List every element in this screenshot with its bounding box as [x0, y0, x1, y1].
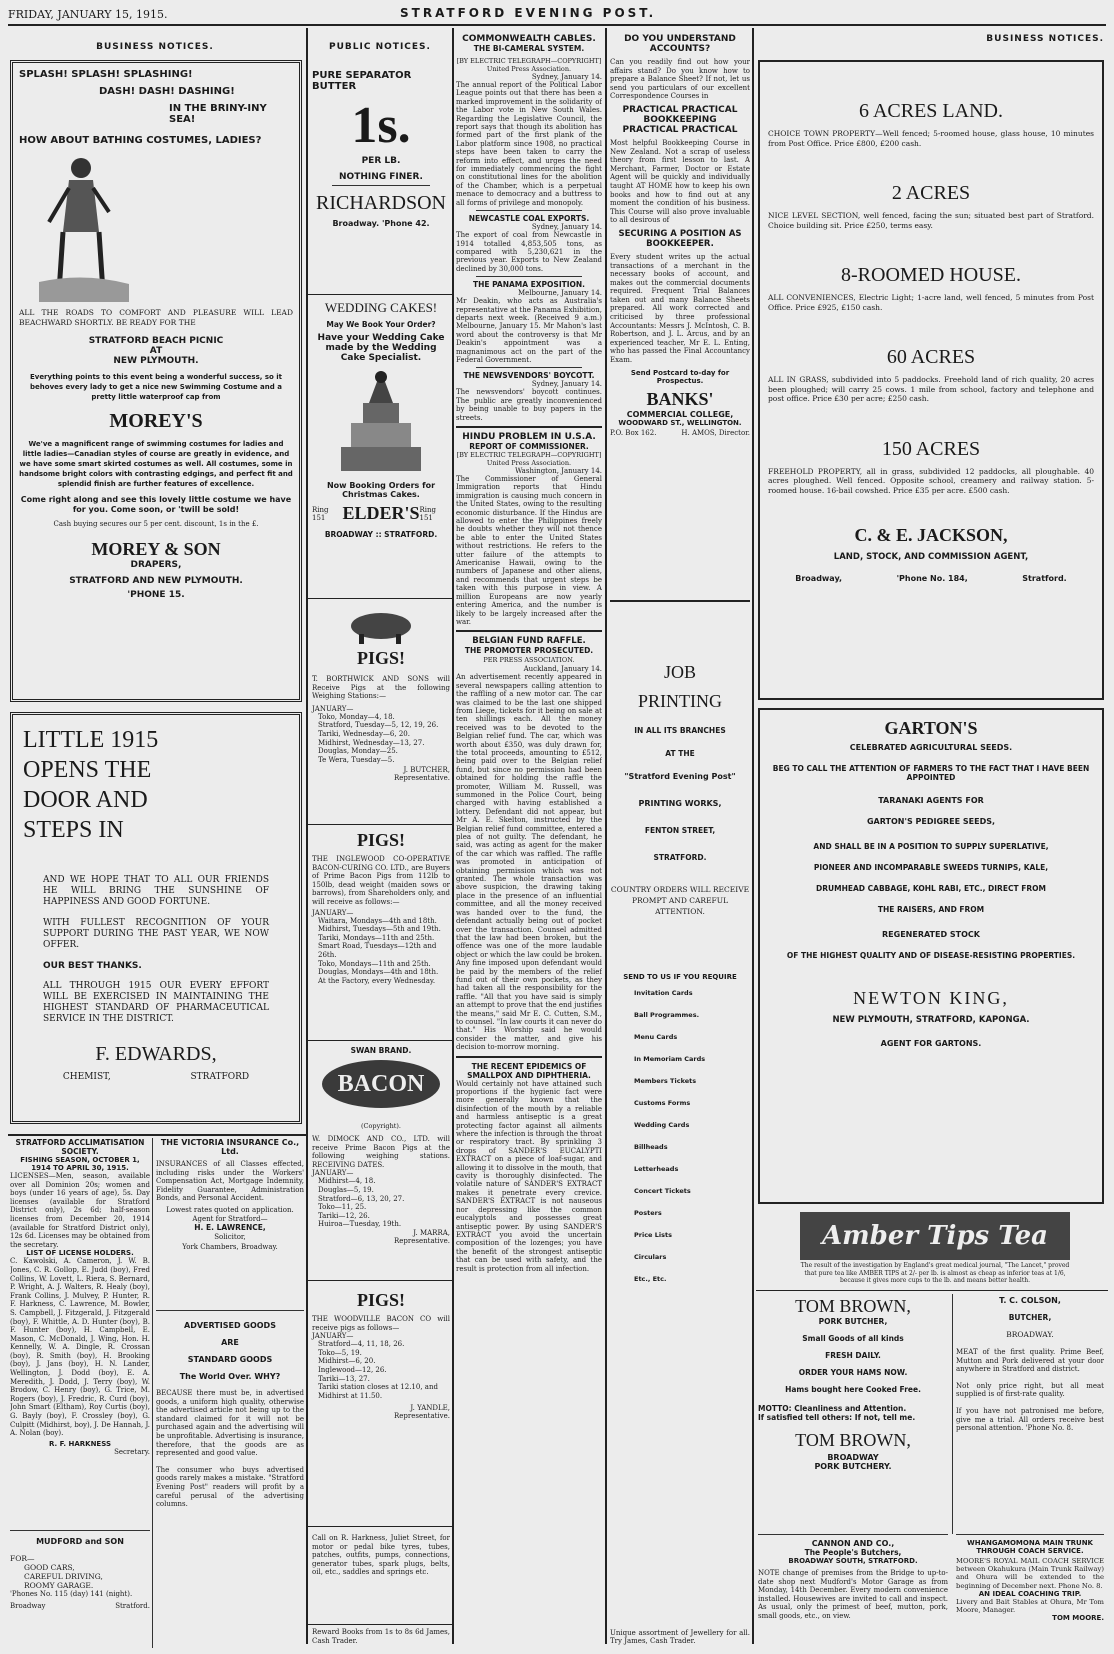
garton-l2: TARANAKI AGENTS FOR	[878, 796, 984, 805]
brown-name2: TOM BROWN,	[795, 1430, 911, 1450]
land-a2-body: NICE LEVEL SECTION, well fenced, facing the sun; situated best part of Stratford. Choice building sit. Price £250, terms easy.	[768, 211, 1094, 230]
job-item: Concert Tickets	[634, 1187, 691, 1195]
elders-name: ELDER'S	[342, 503, 420, 523]
morey-line1: SPLASH! SPLASH! SPLASHING!	[19, 69, 193, 80]
separator-butter-ad	[312, 70, 450, 270]
morey-everything: Everything points to this event being a wonderful success, so it behoves every lady to get a nice new Swimming Costume and a pretty little waterproof cap from	[29, 373, 283, 401]
accounts-practical1: PRACTICAL PRACTICAL	[622, 104, 738, 115]
acclimatisation-notice	[10, 1138, 150, 1528]
cables-body: The annual report of the Political Labor League points out that there has been a marked improvement in the solidarity of the Labor vote in New South Wales. Regarding the Legislative Council, the report says that though its abolition has formed part of the first plank of the Labor platform since 1908, no practical steps have been taken to carry the reform into effect, and urges the need for immediately commencing the fight on constitutional lines for the abolition of the Chamber, which is a perpetual menace to democracy and a buttress to all forms of privilege and monopoly.	[456, 81, 602, 207]
job-item: Customs Forms	[634, 1099, 691, 1107]
garton-l1: BEG TO CALL THE ATTENTION OF FARMERS TO THE FACT THAT I HAVE BEEN APPOINTED	[772, 764, 1090, 782]
wedding-cake-ad	[312, 300, 450, 590]
schedule-row: Stratford—6, 13, 20, 27.	[318, 1194, 405, 1203]
reward-books-ad: Reward Books from 1s to 8s 6d James, Cash Trader.	[312, 1628, 450, 1645]
smallpox-title: THE RECENT EPIDEMICS OF SMALLPOX AND DIPHTHERIA.	[467, 1061, 591, 1080]
jackson-addr: Broadway,	[795, 574, 843, 583]
garton-title: GARTON'S	[884, 718, 978, 738]
edwards-effort: ALL THROUGH 1915 OUR EVERY EFFORT WILL BE EXERCISED IN MAINTAINING THE HIGHEST STANDARD OF PHARMACEUTICAL SERVICE IN THE DISTRICT.	[43, 981, 269, 1024]
adv-l4: The World Over. WHY?	[179, 1372, 281, 1381]
cakes-specialist: Have your Wedding Cake made by the Wedding Cake Specialist.	[317, 333, 445, 363]
job-l6: PRINTING WORKS,	[638, 799, 722, 808]
bacon-brand: SWAN BRAND.	[350, 1046, 412, 1055]
brown-pork: PORK BUTCHERY.	[814, 1462, 892, 1471]
schedule-row: At the Factory, every Wednesday.	[318, 976, 436, 985]
morey-name: MOREY'S	[109, 410, 203, 432]
job-item: Members Tickets	[634, 1077, 697, 1085]
pigs1-rep: Representative.	[394, 774, 450, 783]
cannon-body: NOTE change of premises from the Bridge to up-to-date shop next Mudford's Motor Garage as from Monday, 14th December. Every modern convenience installed. Housewives are invited to call and inspect. As usual, only the primest of beef, mutton, pork, small goods, etc., on view.	[758, 1569, 948, 1620]
cables-title: COMMONWEALTH CABLES.	[462, 34, 596, 44]
amber-tips-logo: Amber Tips Tea	[800, 1212, 1070, 1260]
jackson-land-ad	[758, 60, 1104, 700]
coach-service-ad	[956, 1534, 1104, 1650]
garton-l5: PIONEER AND INCOMPARABLE SWEEDS TURNIPS, KALE,	[813, 863, 1049, 872]
schedule-row: Toko, Mondays—11th and 25th.	[318, 959, 431, 968]
brown-trade: PORK BUTCHER,	[818, 1317, 888, 1326]
pigs1-body: T. BORTHWICK AND SONS will Receive Pigs at the following Weighing Stations:—	[312, 675, 450, 701]
job-items-list	[610, 989, 750, 1283]
bacon-sign: J. MARRA,	[413, 1228, 450, 1237]
butter-per: PER LB.	[361, 156, 401, 166]
butter-price: 1s.	[351, 97, 411, 154]
schedule-row: Tariki—12, 26.	[318, 1211, 370, 1220]
pigs3-schedule	[312, 1340, 450, 1400]
cables-credit: [BY ELECTRIC TELEGRAPH—COPYRIGHT] United Press Association.	[456, 57, 602, 73]
colson-name: T. C. COLSON,	[999, 1296, 1061, 1305]
belgian-credit: PER PRESS ASSOCIATION.	[483, 656, 575, 665]
schedule-row: Midhirst—4, 18.	[318, 1177, 376, 1186]
job-l3: IN ALL ITS BRANCHES	[634, 726, 726, 735]
wedding-cake-illustration	[331, 367, 431, 477]
coal-title: NEWCASTLE COAL EXPORTS.	[468, 214, 590, 224]
coal-date: Sydney, January 14.	[531, 223, 602, 232]
brown-l3: ORDER YOUR HAMS NOW.	[798, 1368, 908, 1377]
hindu-date: Washington, January 14.	[515, 467, 602, 475]
inglewood-pigs-ad	[312, 830, 450, 1040]
jackson-agent: LAND, STOCK, AND COMMISSION AGENT,	[833, 552, 1029, 562]
edwards-ad	[10, 712, 302, 1124]
newsvendors-body: The newsvendors' boycott continues. The public are greatly inconvenienced by being unable to buy papers in the streets.	[456, 388, 602, 422]
belgian-title: BELGIAN FUND RAFFLE.	[472, 636, 586, 647]
job-item: Ball Programmes.	[634, 1011, 700, 1019]
job-l4: AT THE	[665, 749, 695, 758]
schedule-row: Huiroa—Tuesday, 19th.	[318, 1220, 402, 1229]
coach-trip: AN IDEAL COACHING TRIP.	[978, 1589, 1082, 1598]
edwards-line2: OPENS THE	[23, 757, 152, 783]
brown-l4: Hams bought here Cooked Free.	[785, 1385, 921, 1394]
schedule-row: Douglas, Mondays—4th and 18th.	[318, 968, 439, 977]
edwards-chemist: CHEMIST,	[62, 1072, 111, 1082]
pigs1-title: PIGS!	[356, 648, 405, 668]
land-a4: 60 ACRES	[886, 346, 976, 368]
morey-at: AT	[149, 346, 163, 356]
edwards-line1: LITTLE 1915	[23, 727, 159, 753]
pigs2-schedule	[312, 917, 450, 986]
coach-livery: Livery and Bait Stables at Ohura, Mr Tom Moore, Manager.	[956, 1597, 1104, 1615]
job-item: Billheads	[634, 1143, 668, 1151]
coach-sign: TOM MOORE.	[1052, 1614, 1104, 1623]
schedule-row: Tariki—13, 27.	[318, 1374, 370, 1383]
acclim-list-head: LIST OF LICENSE HOLDERS.	[26, 1249, 134, 1258]
schedule-row: Toko—5, 19.	[318, 1348, 362, 1357]
mudford-l1: GOOD CARS,	[24, 1563, 75, 1572]
schedule-row: Douglas, Monday—25.	[318, 747, 398, 756]
schedule-row: Tariki, Mondays—11th and 25th.	[318, 933, 435, 942]
morey-line3: IN THE BRINY-INY SEA!	[169, 103, 267, 125]
garton-l4: AND SHALL BE IN A POSITION TO SUPPLY SUPERLATIVE,	[813, 842, 1049, 851]
pig-illustration	[341, 608, 421, 644]
hindu-body: The Commissioner of General Immigration reports that Hindu immigration is causing much concern in the United States, owing to the resulting economic disturbance. If the Hindus are allowed to enter the Philippines freely he doubts whether they will not thence be able to enter the United States without restrictions. He refers to the utter failure of the attempts to Americanise Hawaii, owing to the numbers of Japanese and other aliens, and recommends that urgent steps be taken with this purpose in view. A million Europeans are now yearly entering America, and the number is likely to be largely increased after the war.	[456, 475, 602, 626]
brown-name: TOM BROWN,	[795, 1296, 911, 1316]
accounts-securing: SECURING A POSITION AS BOOKKEEPER.	[618, 228, 742, 249]
garton-sub: CELEBRATED AGRICULTURAL SEEDS.	[849, 743, 1013, 752]
job-item: Letterheads	[634, 1165, 679, 1173]
richardson-name: RICHARDSON	[315, 192, 447, 214]
colson-body2: Not only price right, but all meat supplied is of first-rate quality.	[956, 1381, 1104, 1399]
accounts-body3: Every student writes up the actual transactions of a merchant in the necessary books of account, and makes out the commercial documents required. Frequent Trial Balances taken out and many Balance Sheets prepared. All work corrected and criticised by three professional Accountants: Messrs J. McIntosh, C. B. Robertson, and J. L. Arcus, and by an experienced teacher, Mr E. L. Enting, who has passed the Final Accountancy Exam.	[610, 252, 750, 365]
pigs2-body: THE INGLEWOOD CO-OPERATIVE BACON-CURING CO. LTD., are Buyers of Prime Bacon Pigs from 112lb to 150lb, dead weight (maiden sows or barrows), from Shareholders only, and will receive as follows:—	[312, 855, 450, 906]
morey-drapers: DRAPERS,	[130, 560, 182, 570]
schedule-row: Tariki station closes at 12.10, and Midhirst at 11.50.	[318, 1383, 438, 1400]
pigs3-body: THE WOODVILLE BACON CO will receive pigs as follows—	[312, 1315, 450, 1332]
masthead-title: STRATFORD EVENING POST.	[400, 6, 657, 20]
mudford-ad	[10, 1530, 150, 1648]
job-item: Circulars	[634, 1253, 667, 1261]
mudford-phone: 'Phones No. 115 (day) 141 (night).	[10, 1590, 133, 1598]
schedule-row: Stratford, Tuesday—5, 12, 19, 26.	[318, 721, 439, 730]
land-a2: 2 ACRES	[891, 182, 971, 204]
accounts-title: DO YOU UNDERSTAND ACCOUNTS?	[624, 34, 736, 54]
cakes-ring-left: Ring 151	[312, 505, 329, 522]
garton-l7: THE RAISERS, AND FROM	[877, 905, 985, 914]
morey-roads: ALL THE ROADS TO COMFORT AND PLEASURE WILL LEAD BEACHWARD SHORTLY. BE READY FOR THE	[19, 308, 293, 327]
acclim-list: C. Kawolski, A. Cameron, J. W. B. Jones, C. R. Gollop, E. Judd (boy), Fred Collins, W. Lovett, L. Riera, S. Bernard, P. Wright, A. J. Walters, R. Healy (boy), Frank Collins, J. Mulvey, P. Hunter, R. F. Harkness, C. Lawrence, M. Bowler, S. Campbell, J. Fitzgerald, J. Fitzgerald (boy), F. Whittle, A. D. Hunter (boy), B. F. Hunter (boy), H. Campbell, E. Mason, C. McDonald, J. Wing, Hon. H. Kennelly, W. A. Dingle, R. Crossan (boy), R. Smith (boy), H. Brooking (boy), J. Jans (boy), H. N. Lander, Wellington, J. Dodd (boy), E. A. Meredith, J. Dodd, J. Terry (boy), W. Brodow, C. Henry (boy), G. Trice, M. Rogers (boy), J. Fredric, R. Curd (boy), John Smart (Eltham), Roy Curtis (boy), G. Bayly (boy), F. Crossley (boy), G. Culpitt (Midhirst, boy), J. De Hannah, J. A. Nolan (boy).	[10, 1257, 150, 1438]
edwards-town: STRATFORD	[190, 1072, 250, 1082]
colson-trade: BUTCHER,	[1008, 1313, 1052, 1322]
mudford-town: Stratford.	[115, 1602, 150, 1610]
newsvendors-date: Sydney, January 14.	[531, 380, 602, 389]
banks-box: P.O. Box 162.	[610, 428, 657, 437]
cannon-name: CANNON AND CO.,	[811, 1539, 895, 1548]
acclim-sign: R. F. HARKNESS	[49, 1439, 111, 1448]
cannon-sub: The People's Butchers,	[804, 1548, 902, 1557]
accounts-body2: Most helpful Bookkeeping Course in New Zealand. Not a scrap of useless theory from first lesson to last. A Merchant, Farmer, Doctor or Estate Agent will be quickly and individually taught AT HOME how to keep his own books and how to find out at any moment the condition of his business. This Course will also prove invaluable to all desirous of	[610, 138, 750, 225]
tom-brown-ad	[758, 1296, 948, 1524]
hindu-sub: REPORT OF COMMISSIONER.	[469, 442, 589, 451]
bacon-copyright: (Copyright).	[360, 1122, 401, 1130]
edwards-name: F. EDWARDS,	[95, 1043, 217, 1065]
cakes-title: WEDDING CAKES!	[324, 300, 438, 315]
schedule-row: Midhirst, Wednesday—13, 27.	[318, 738, 425, 747]
job-item: Posters	[634, 1209, 662, 1217]
job-item: Menu Cards	[634, 1033, 678, 1041]
garton-l3: GARTON'S PEDIGREE SEEDS,	[866, 817, 996, 826]
colson-body3: If you have not patronised me before, give me a trial. All orders receive best personal attention. 'Phone No. 8.	[956, 1406, 1104, 1433]
hindu-credit: [BY ELECTRIC TELEGRAPH—COPYRIGHT] United Press Association.	[456, 451, 602, 467]
acclim-season: FISHING SEASON, OCTOBER 1, 1914 TO APRIL 30, 1915.	[20, 1156, 140, 1172]
bather-illustration	[39, 152, 129, 302]
edwards-recognition: WITH FULLEST RECOGNITION OF YOUR SUPPORT DURING THE PAST YEAR, WE NOW OFFER.	[43, 918, 269, 950]
land-a4-body: ALL IN GRASS, subdivided into 5 paddocks. Freehold land of rich quality, 20 acres been ploughed; will carry 25 cows. 1 mile from school, factory and telephone and post office. Price £30 per acre; £250 cash.	[768, 375, 1094, 403]
job-footer: Unique assortment of Jewellery for all. Try James, Cash Trader.	[610, 1628, 750, 1646]
victoria-insurance-ad	[156, 1138, 304, 1308]
land-a3-body: ALL CONVENIENCES, Electric Light; 1-acre land, well fenced, 5 minutes from Post Office. Price £925, £150 cash.	[768, 293, 1094, 312]
banks-name: BANKS'	[646, 388, 714, 409]
jackson-name: C. & E. JACKSON,	[854, 525, 1008, 545]
schedule-row: Toko, Monday—4, 18.	[318, 712, 395, 721]
accounts-practical2: PRACTICAL PRACTICAL	[622, 124, 738, 135]
land-a3: 8-ROOMED HOUSE.	[841, 264, 1021, 286]
schedule-row: Midhirst, Tuesdays—5th and 19th.	[318, 925, 441, 934]
jackson-town: Stratford.	[1022, 574, 1067, 583]
cables-sub: THE BI-CAMERAL SYSTEM.	[473, 44, 585, 53]
pigs2-title: PIGS!	[356, 830, 405, 850]
banks-college: COMMERCIAL COLLEGE,	[626, 409, 734, 419]
banks-college-ad	[610, 34, 750, 594]
cakes-ring-right: Ring 151	[419, 505, 437, 522]
mudford-l3: ROOMY GARAGE.	[24, 1581, 94, 1590]
morey-newplymouth: NEW PLYMOUTH.	[113, 356, 199, 366]
amber-tips-body: The result of the investigation by England's great medical journal, "The Lancet," proved that pure tea like AMBER TIPS at 2/- per lb. is almost as cheap as inferior teas at 1/6, because it gives more cups to the lb. and means better health.	[800, 1262, 1070, 1284]
victoria-address: York Chambers, Broadway.	[182, 1243, 278, 1252]
section-business-right: BUSINESS NOTICES.	[986, 34, 1104, 44]
newsvendors-title: THE NEWSVENDORS' BOYCOTT.	[463, 371, 595, 381]
bacon-body: W. DIMOCK AND CO., LTD. will receive Prime Bacon Pigs at the following weighing stations. RECEIVING DATES.	[312, 1135, 450, 1169]
job-item: Wedding Cards	[634, 1121, 690, 1129]
panama-date: Melbourne, January 14.	[517, 289, 602, 298]
victoria-rates: Lowest rates quoted on application. Agent for Stratford—	[166, 1205, 294, 1223]
bacon-logo: BACON	[322, 1060, 440, 1108]
belgian-date: Auckland, January 14.	[523, 665, 602, 674]
morey-range: We've a magnificent range of swimming costumes for ladies and little ladies—Canadian styles of course are greatly in evidence, and we have some smart skirted costumes as well. All costumes, some in handsome bright colors with contrasting edgings, and perfect fit and splendid finish are further features of excellence.	[19, 440, 293, 488]
accounts-bookkeeping: BOOKKEEPING	[643, 114, 717, 125]
victoria-agent: H. E. LAWRENCE,	[194, 1223, 266, 1233]
schedule-row: Stratford—4, 11, 18, 26.	[318, 1340, 405, 1349]
schedule-row: Tariki, Wednesday—6, 20.	[318, 729, 410, 738]
job-l7: FENTON STREET,	[644, 826, 716, 835]
acclim-secretary: Secretary.	[114, 1447, 150, 1456]
advertised-goods-notice	[156, 1310, 304, 1648]
jackson-phone: 'Phone No. 184,	[896, 574, 968, 583]
garton-seeds-ad	[758, 708, 1104, 1204]
newton-king-towns: NEW PLYMOUTH, STRATFORD, KAPONGA.	[832, 1015, 1030, 1025]
edwards-thanks: OUR BEST THANKS.	[43, 961, 142, 971]
job-l1: JOB	[663, 662, 696, 682]
news-column	[456, 34, 602, 1650]
masthead-date: FRIDAY, JANUARY 15, 1915.	[8, 8, 168, 21]
schedule-row: Inglewood—12, 26.	[318, 1365, 387, 1374]
belgian-sub: THE PROMOTER PROSECUTED.	[464, 646, 594, 656]
job-item: Etc., Etc.	[634, 1275, 667, 1283]
section-business-notices: BUSINESS NOTICES.	[96, 42, 214, 52]
garton-l6: DRUMHEAD CABBAGE, KOHL RABI, ETC., DIRECT FROM	[816, 884, 1046, 893]
schedule-row: Midhirst—6, 20.	[318, 1357, 376, 1366]
cakes-christmas: Now Booking Orders for Christmas Cakes.	[326, 481, 436, 499]
brown-addr: BROADWAY	[827, 1453, 879, 1462]
coach-title: WHANGAMOMONA MAIN TRUNK THROUGH COACH SERVICE.	[967, 1539, 1093, 1555]
morey-ad	[10, 60, 302, 702]
job-l5: "Stratford Evening Post"	[624, 772, 736, 781]
adv-body: BECAUSE there must be, in advertised goods, a uniform high quality, otherwise the advertised article not being up to the standard claimed for it will not be purchased again and the advertising will be unprofitable. Advertising is insurance, therefore, that the goods are as represented and good value.	[156, 1389, 304, 1458]
schedule-row: Te Wera, Tuesday—5.	[318, 755, 395, 764]
schedule-row: Douglas—5, 19.	[318, 1185, 374, 1194]
morey-son: MOREY & SON	[91, 539, 221, 559]
bacon-rep: Representative.	[394, 1236, 450, 1245]
pigs3-sign: J. YANDLE,	[410, 1404, 450, 1413]
butter-title: PURE SEPARATOR BUTTER	[312, 70, 412, 92]
woodville-pigs-ad	[312, 1290, 450, 1480]
butter-finer: NOTHING FINER.	[339, 172, 423, 182]
edwards-hope: AND WE HOPE THAT TO ALL OUR FRIENDS HE WILL BRING THE SUNSHINE OF HAPPINESS AND GOOD FORTUNE.	[43, 875, 269, 907]
richardson-addr: Broadway. 'Phone 42.	[332, 219, 430, 228]
acclim-body: LICENSES—Men, season, available over all Dominion 20s; women and boys (under 16 years of age), 5s. Day licenses (available for Stratford District only), 2s 6d; half-season licenses from December 20, 1914 (available for Stratford District only), 12s 6d. Licenses may be obtained from the secretary.	[10, 1172, 150, 1249]
section-public-notices: PUBLIC NOTICES.	[329, 42, 431, 52]
bacon-schedule	[312, 1177, 450, 1229]
cakes-book: May We Book Your Order?	[326, 320, 436, 329]
edwards-line3: DOOR AND	[23, 787, 148, 813]
pigs3-rep: Representative.	[394, 1412, 450, 1421]
morey-picnic: STRATFORD BEACH PICNIC	[88, 336, 224, 346]
acclim-title: STRATFORD ACCLIMATISATION SOCIETY.	[15, 1138, 145, 1156]
land-a5: 150 ACRES	[881, 437, 981, 460]
morey-cash: Cash buying secures our 5 per cent. discount, 1s in the £.	[53, 520, 259, 528]
colson-addr: BROADWAY.	[1006, 1330, 1054, 1339]
cables-date: Sydney, January 14.	[531, 73, 602, 81]
victoria-body: INSURANCES of all Classes effected, including risks under the Workers' Compensation Act, Mortgage Indemnity, Fidelity Guarantee, Administration Bonds, and Personal Accident.	[156, 1160, 304, 1203]
mudford-l2: CAREFUL DRIVING,	[24, 1572, 103, 1581]
schedule-row: Smart Road, Tuesdays—12th and 26th.	[318, 942, 437, 959]
adv-l2: ARE	[221, 1338, 239, 1347]
newton-king-name: NEWTON KING,	[853, 988, 1009, 1008]
job-l10: SEND TO US IF YOU REQUIRE	[623, 973, 737, 981]
pigs1-sign: J. BUTCHER,	[403, 766, 450, 775]
brown-satisfied: If satisfied tell others: If not, tell me.	[758, 1413, 916, 1422]
pigs3-month: JANUARY—	[312, 1332, 354, 1341]
job-printing-ad	[610, 600, 750, 1650]
accounts-send: Send Postcard to-day for Prospectus.	[630, 368, 730, 385]
bacon-month: JANUARY—	[312, 1169, 354, 1178]
panama-body: Mr Deakin, who acts as Australia's representative at the Panama Exhibition, departs next week. (Received 9 a.m.) Melbourne, January 15. Mr Mahon's last word about the controversy is that Mr Deakin's appointment was a magnanimous act on the part of the Federal Government.	[456, 297, 602, 364]
pigs1-schedule	[312, 713, 450, 765]
pigs3-title: PIGS!	[356, 1290, 405, 1310]
land-a5-body: FREEHOLD PROPERTY, all in grass, subdivided 12 paddocks, all ploughable. 40 acres ploughed. Well fenced. Opposite school, creamery and railway station. 5-roomed house. 16-bail cowshed. Price £35 per acre. £500 cash.	[768, 466, 1094, 495]
smallpox-body: Would certainly not have attained such proportions if the hygienic fact were more generally known that the disinfection of the mouth by a reliable and harmless antiseptic is a great protecting factor against all ailments where the infection is through the throat or respiratory tract. By sprinkling 3 drops of SANDER'S EUCALYPTI EXTRACT on a piece of loaf-sugar, and allowing it to dissolve in the mouth, that cavity is thoroughly disinfected. The volatile nature of SANDER'S EXTRACT makes it penetrate every crevice. SANDER'S EXTRACT is not nauseous nor depressing like the common eucalyptols and possesses great antiseptic power. By using SANDER'S EXTRACT you avoid the uncertain composition of the lozenges; you have the benefit of the strongest antiseptic that can be used with safety, and the result is protection from all infection.	[456, 1079, 602, 1273]
morey-phone: 'PHONE 15.	[127, 590, 185, 600]
mudford-title: MUDFORD and SON	[36, 1537, 124, 1546]
coal-body: The export of coal from Newcastle in 1914 totalled 4,853,505 tons, as compared with 5,230,621 in the previous year. Exports to New Zealand declined by 30,000 tons.	[456, 231, 602, 273]
cannon-ad	[758, 1534, 948, 1650]
pigs1-month: JANUARY—	[312, 704, 354, 713]
brown-l2: FRESH DAILY.	[825, 1351, 881, 1360]
morey-line4: HOW ABOUT BATHING COSTUMES, LADIES?	[19, 135, 262, 146]
newton-king-agent: AGENT FOR GARTONS.	[880, 1039, 982, 1048]
job-l8: STRATFORD.	[653, 853, 707, 862]
schedule-row: Toko—11, 25.	[318, 1203, 367, 1212]
job-item: Invitation Cards	[634, 989, 693, 997]
edwards-line4: STEPS IN	[23, 817, 124, 843]
accounts-body: Can you readily find out how your affairs stand? Do you know how to prepare a Balance Sheet? If not, let us send you particulars of our excellent Correspondence Courses in	[610, 58, 750, 101]
mudford-for: FOR—	[10, 1554, 35, 1563]
garton-l8: REGENERATED STOCK	[882, 930, 980, 939]
victoria-title: THE VICTORIA INSURANCE Co., Ltd.	[160, 1138, 300, 1156]
job-l2: PRINTING	[638, 691, 722, 711]
belgian-body: An advertisement recently appeared in several newspapers calling attention to the raffling of a new motor car. The car was claimed to be the last one shipped from Liege, tickets for it being on sale at ten shillings each. All the money received was to be devoted to the Belgian relief fund. The car, which was worth about £350, was duly drawn for, the total proceeds, amounting to £512, being paid over to the Belgian relief fund, but since no permission had been obtained for holding the raffle the promoter, William M. Russell, was summoned in the Police Court, being charged with having established a lottery. Defendant did not appear, but Mr A. E. Skelton, instructed by the Belgian relief fund committee, entered a plea of not guilty. The defendant, he said, was acting as agent for the maker of the car which was raffled. The raffle was promoted in anticipation of obtaining permission which was not granted. The whole transaction was above suspicion, the drawing taking place in the presence of an influential committee, and all the money received was handed over to the fund, the defendant actually being out of pocket over the transaction. Counsel admitted that the law had been broken, but the offence was one of the more laudable object or which the law could be broken. Any fine imposed upon defendant would be paid by the members of the relief fund out of their own pockets, as they had taken all the responsibility for the raffle. "All that you have said is simply an attempt to prove that the end justifies the means," said Mr E. C. Cutten, S.M., to counsel. "In law courts it can never do that." His Worship said he would consider the matter, and give his decision to-morrow morning.	[456, 673, 602, 1052]
pigs2-month: JANUARY—	[312, 908, 354, 917]
cannon-addr: BROADWAY SOUTH, STRATFORD.	[788, 1557, 918, 1565]
swan-bacon-ad	[312, 1046, 450, 1276]
banks-director: H. AMOS, Director.	[681, 428, 750, 437]
garton-l9: OF THE HIGHEST QUALITY AND OF DISEASE-RESISTING PROPERTIES.	[786, 951, 1076, 960]
banks-address: WOODWARD ST., WELLINGTON.	[618, 418, 742, 427]
victoria-solicitor: Solicitor,	[214, 1233, 246, 1242]
land-a1-body: CHOICE TOWN PROPERTY—Well fenced; 5-roomed house, glass house, 10 minutes from Post Office. Price £800, £200 cash.	[768, 129, 1094, 148]
brown-l1: Small Goods of all kinds	[802, 1334, 904, 1343]
borthwick-pigs-ad	[312, 604, 450, 814]
job-item: In Memoriam Cards	[634, 1055, 706, 1063]
morey-come: Come right along and see this lovely little costume we have for you. Come soon, or 'twill be sold!	[20, 495, 292, 514]
morey-towns: STRATFORD AND NEW PLYMOUTH.	[69, 576, 243, 586]
hindu-title: HINDU PROBLEM IN U.S.A.	[462, 432, 596, 442]
colson-ad	[956, 1296, 1104, 1526]
elders-addr: BROADWAY :: STRATFORD.	[324, 530, 438, 539]
harkness-ad: Call on R. Harkness, Juliet Street, for motor or pedal bike tyres, tubes, patches, outfits, pumps, connections, generator tubes, spark plugs, belts, oil, etc., saddles and springs etc.	[312, 1534, 450, 1577]
adv-body2: The consumer who buys advertised goods rarely makes a mistake. "Stratford Evening Post" readers will profit by a careful perusal of the advertising columns.	[156, 1465, 304, 1509]
schedule-row: Waitara, Mondays—4th and 18th.	[318, 916, 437, 925]
mudford-addr: Broadway	[10, 1602, 46, 1610]
brown-motto: MOTTO: Cleanliness and Attention.	[758, 1404, 907, 1413]
colson-body: MEAT of the first quality. Prime Beef, Mutton and Pork delivered at your door anywhere in Stratford and district.	[956, 1348, 1104, 1374]
adv-l1: ADVERTISED GOODS	[184, 1321, 276, 1330]
job-l9: COUNTRY ORDERS WILL RECEIVE PROMPT AND CAREFUL ATTENTION.	[610, 885, 750, 916]
masthead-rule	[8, 24, 1106, 26]
coach-body: MOORE'S ROYAL MAIL COACH SERVICE between Okahukura (Main Trunk Railway) and Ohura will be extended to the beginning of December next. Phone No. 8.	[956, 1557, 1104, 1590]
morey-line2: DASH! DASH! DASHING!	[99, 86, 235, 97]
land-a1: 6 ACRES LAND.	[859, 100, 1003, 122]
adv-l3: STANDARD GOODS	[187, 1355, 273, 1364]
panama-title: THE PANAMA EXPOSITION.	[472, 280, 586, 290]
job-item: Price Lists	[634, 1231, 672, 1239]
